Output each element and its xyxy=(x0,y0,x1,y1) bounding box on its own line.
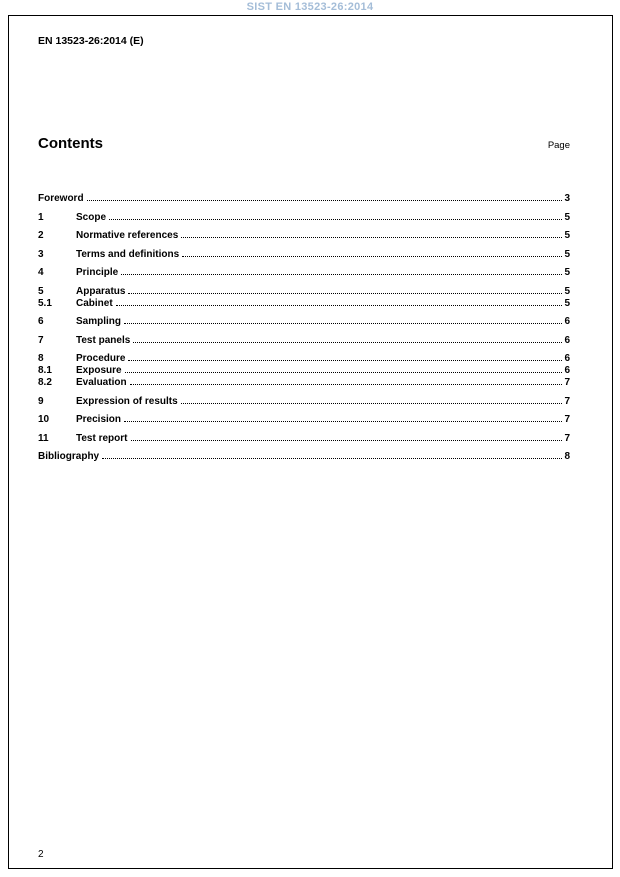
toc-entry-page: 7 xyxy=(564,395,570,407)
toc-entry-number: 10 xyxy=(38,414,50,425)
page-column-label: Page xyxy=(547,140,570,151)
toc-row xyxy=(38,286,570,298)
toc-row xyxy=(38,316,570,328)
toc-entry-number: 3 xyxy=(38,248,44,260)
toc-entry-page: 7 xyxy=(564,432,570,444)
toc-entry-number: 4 xyxy=(38,267,44,278)
toc-entry-page: 5 xyxy=(564,248,570,260)
toc-entry-number: 11 xyxy=(38,432,49,444)
toc-entry-page: 6 xyxy=(564,316,570,327)
toc-entry-page: 8 xyxy=(564,451,570,462)
toc-row xyxy=(38,335,570,347)
toc-dot-leader xyxy=(124,323,562,324)
toc-entry-number: 8.1 xyxy=(38,365,52,376)
table-of-contents xyxy=(38,193,570,463)
toc-row xyxy=(38,193,570,205)
toc-entry-title: Normative references xyxy=(76,230,179,241)
toc-entry-number: 9 xyxy=(38,395,44,407)
toc-dot-leader xyxy=(87,200,563,201)
toc-dot-leader xyxy=(128,293,562,294)
toc-dot-leader xyxy=(181,237,562,238)
toc-entry-title: Scope xyxy=(76,211,107,223)
toc-dot-leader xyxy=(128,360,562,361)
toc-entry-title: Exposure xyxy=(76,365,122,376)
document-reference: EN 13523-26:2014 (E) xyxy=(38,35,144,47)
toc-row xyxy=(38,267,570,279)
toc-row xyxy=(38,414,570,426)
toc-dot-leader xyxy=(133,342,562,343)
contents-title: Contents xyxy=(38,135,103,152)
toc-entry-title: Apparatus xyxy=(76,285,126,297)
toc-row xyxy=(38,365,570,377)
toc-entry-page: 5 xyxy=(564,211,570,223)
toc-entry-title: Precision xyxy=(76,414,122,425)
toc-entry-title: Bibliography xyxy=(38,451,100,462)
toc-entry-page: 5 xyxy=(564,267,570,278)
toc-entry-title: Cabinet xyxy=(76,297,113,309)
watermark-header: SIST EN 13523-26:2014 xyxy=(246,1,374,13)
toc-dot-leader xyxy=(116,305,563,306)
toc-dot-leader xyxy=(181,403,563,404)
toc-entry-number: 7 xyxy=(38,334,44,346)
toc-entry-page: 6 xyxy=(564,365,570,376)
toc-entry-number: 2 xyxy=(38,230,44,241)
toc-row xyxy=(38,451,570,463)
toc-entry-page: 5 xyxy=(564,230,570,241)
toc-entry-title: Terms and definitions xyxy=(76,248,180,260)
toc-dot-leader xyxy=(121,274,562,275)
toc-entry-number: 8.2 xyxy=(38,377,52,388)
toc-entry-title: Foreword xyxy=(38,193,84,204)
toc-entry-page: 5 xyxy=(564,285,570,297)
toc-entry-page: 3 xyxy=(564,193,570,204)
toc-entry-page: 7 xyxy=(564,377,570,388)
toc-dot-leader xyxy=(131,440,563,441)
toc-entry-number: 5.1 xyxy=(38,297,52,309)
toc-row xyxy=(38,212,570,224)
toc-entry-title: Procedure xyxy=(76,353,126,364)
toc-dot-leader xyxy=(109,219,562,220)
toc-entry-page: 6 xyxy=(564,353,570,364)
toc-entry-title: Evaluation xyxy=(76,377,127,388)
toc-entry-title: Test panels xyxy=(76,334,131,346)
toc-entry-number: 1 xyxy=(38,211,44,223)
toc-dot-leader xyxy=(102,458,562,459)
toc-entry-title: Principle xyxy=(76,267,119,278)
toc-entry-page: 5 xyxy=(564,297,570,309)
toc-entry-title: Expression of results xyxy=(76,395,178,407)
toc-entry-number: 5 xyxy=(38,285,44,297)
toc-row xyxy=(38,396,570,408)
footer-page-number: 2 xyxy=(38,849,44,860)
toc-entry-page: 7 xyxy=(564,414,570,425)
toc-entry-number: 6 xyxy=(38,316,44,327)
toc-entry-page: 6 xyxy=(564,334,570,346)
toc-row xyxy=(38,249,570,261)
toc-entry-number: 8 xyxy=(38,353,44,364)
toc-entry-title: Sampling xyxy=(76,316,122,327)
toc-row xyxy=(38,353,570,365)
toc-dot-leader xyxy=(125,372,563,373)
toc-dot-leader xyxy=(124,421,562,422)
toc-row xyxy=(38,433,570,445)
toc-dot-leader xyxy=(130,384,563,385)
toc-row xyxy=(38,230,570,242)
toc-entry-title: Test report xyxy=(76,432,128,444)
toc-row xyxy=(38,377,570,389)
toc-row xyxy=(38,298,570,310)
contents-header-row xyxy=(38,135,570,152)
toc-dot-leader xyxy=(182,256,562,257)
